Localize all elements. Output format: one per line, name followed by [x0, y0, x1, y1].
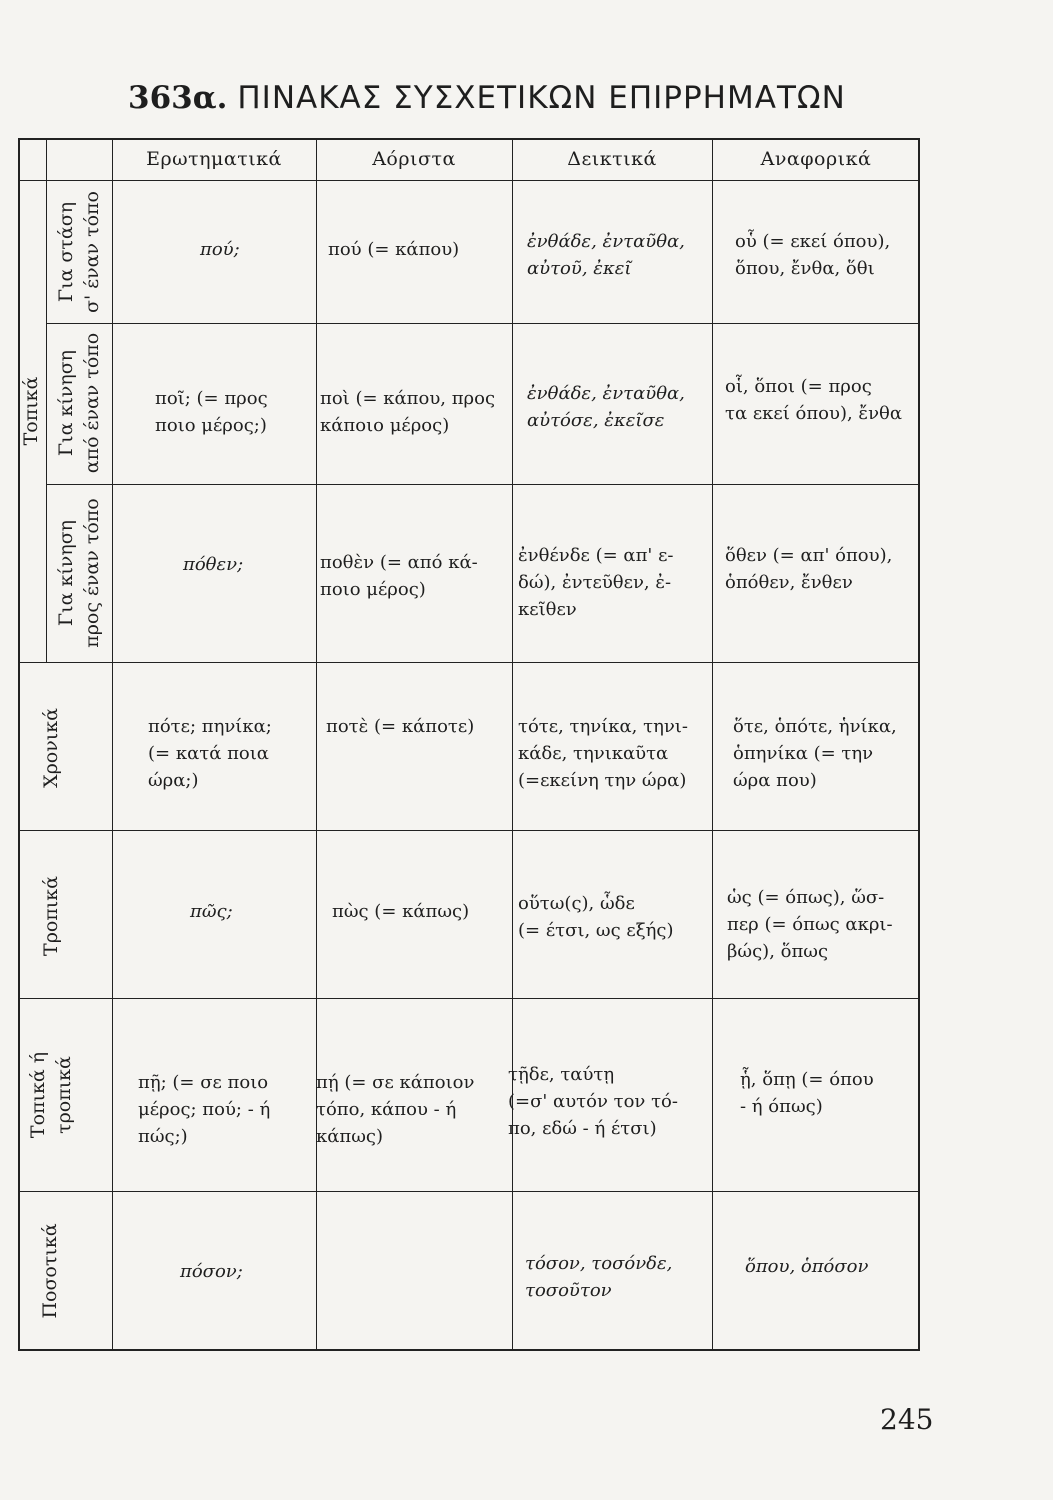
subgroup-label-stasi: Για στάση σ' έναν τόπο: [55, 191, 103, 313]
column-divider: [316, 138, 317, 1351]
page-number: 245: [880, 1403, 934, 1436]
cell-kinisi-pros-aor: ποθὲν (= από κά- ποιο μέρος): [320, 552, 478, 600]
row-separator: [18, 830, 920, 831]
page-title: [128, 80, 846, 116]
row-separator: [46, 323, 920, 324]
cell-kinisi-apo-deikt: ἐνθάδε, ἐνταῦθα, αὐτόσε, ἐκεῖσε: [527, 383, 685, 431]
group-column-divider: [46, 138, 47, 662]
group-label-topika: Τοπικά: [20, 376, 42, 446]
cell-kinisi-pros-anaf: ὅθεν (= απ' όπου), ὁπόθεν, ἔνθεν: [725, 545, 893, 593]
row-separator: [18, 1191, 920, 1192]
cell-kinisi-apo-aor: ποὶ (= κάπου, προς κάποιο μέρος): [320, 388, 496, 436]
row-separator: [18, 998, 920, 999]
cell-stasi-erot: πού;: [200, 239, 240, 260]
header-separator: [18, 180, 920, 181]
group-label-topika-tropika: Τοπικά ή τροπικά: [27, 1051, 75, 1139]
group-label-posotika: Ποσοτικά: [39, 1223, 61, 1319]
column-divider: [712, 138, 713, 1351]
cell-tropika-deikt: οὕτω(ς), ὧδε (= έτσι, ως εξής): [518, 893, 674, 941]
header-anaforika: Αναφορικά: [760, 148, 872, 170]
row-separator: [46, 484, 920, 485]
cell-chronika-deikt: τότε, τηνίκα, τηνι- κάδε, τηνικαῦτα (=εκείνη την ώρα): [518, 716, 688, 791]
cell-kinisi-apo-anaf: οἷ, ὅποι (= προς τα εκεί όπου), ἔνθα: [725, 376, 903, 424]
section-title: ΠΙΝΑΚΑΣ ΣΥΣΧΕΤΙΚΩΝ ΕΠΙΡΡΗΜΑΤΩΝ: [237, 80, 846, 116]
cell-topika-tropika-anaf: ᾗ, ὅπῃ (= όπου - ή όπως): [740, 1069, 874, 1117]
header-erotimatika: Ερωτηματικά: [146, 148, 282, 170]
group-label-tropika: Τροπικά: [40, 876, 62, 956]
column-divider: [512, 138, 513, 1351]
cell-stasi-anaf: οὗ (= εκεί όπου), ὅπου, ἔνθα, ὅθι: [735, 231, 891, 279]
cell-chronika-erot: πότε; πηνίκα; (= κατά ποια ώρα;): [148, 716, 272, 791]
group-label-chronika: Χρονικά: [40, 708, 62, 788]
subgroup-label-kinisi-pros: Για κίνηση προς έναν τόπο: [55, 498, 103, 648]
subgroup-label-kinisi-apo: Για κίνηση από έναν τόπο: [55, 332, 103, 474]
cell-tropika-anaf: ὡς (= όπως), ὥσ- περ (= όπως ακρι- βώς), ὅπως: [727, 887, 893, 962]
cell-posotika-anaf: ὅπου, ὁπόσον: [745, 1256, 869, 1277]
cell-stasi-deikt: ἐνθάδε, ἐνταῦθα, αὐτοῦ, ἐκεῖ: [527, 231, 685, 279]
cell-posotika-deikt: τόσον, τοσόνδε, τοσοῦτον: [525, 1253, 673, 1301]
cell-tropika-erot: πῶς;: [190, 901, 233, 922]
cell-chronika-anaf: ὅτε, ὁπότε, ἡνίκα, ὁπηνίκα (= την ώρα που): [733, 716, 897, 791]
cell-stasi-aor: πού (= κάπου): [328, 239, 460, 260]
cell-topika-tropika-aor: πῄ (= σε κάποιον τόπο, κάπου - ή κάπως): [316, 1072, 475, 1147]
cell-chronika-aor: ποτὲ (= κάποτε): [326, 716, 475, 737]
cell-tropika-aor: πὼς (= κάπως): [332, 901, 470, 922]
row-separator: [18, 662, 920, 663]
header-deiktika: Δεικτικά: [567, 148, 657, 170]
cell-kinisi-pros-deikt: ἐνθένδε (= απ' ε- δώ), ἐντεῦθεν, ἐ- κεῖθεν: [518, 545, 674, 620]
cell-kinisi-pros-erot: πόθεν;: [183, 554, 244, 575]
column-divider: [112, 138, 113, 1351]
header-aorista: Αόριστα: [372, 148, 456, 170]
section-number: 363α.: [128, 80, 228, 116]
cell-posotika-erot: πόσον;: [180, 1261, 243, 1282]
cell-kinisi-apo-erot: ποῖ; (= προς ποιο μέρος;): [155, 388, 268, 436]
cell-topika-tropika-erot: πῇ; (= σε ποιο μέρος; πού; - ή πώς;): [138, 1072, 271, 1147]
cell-topika-tropika-deikt: τῇδε, ταύτῃ (=σ' αυτόν τον τό- πο, εδώ - ή έτσι): [508, 1064, 678, 1139]
